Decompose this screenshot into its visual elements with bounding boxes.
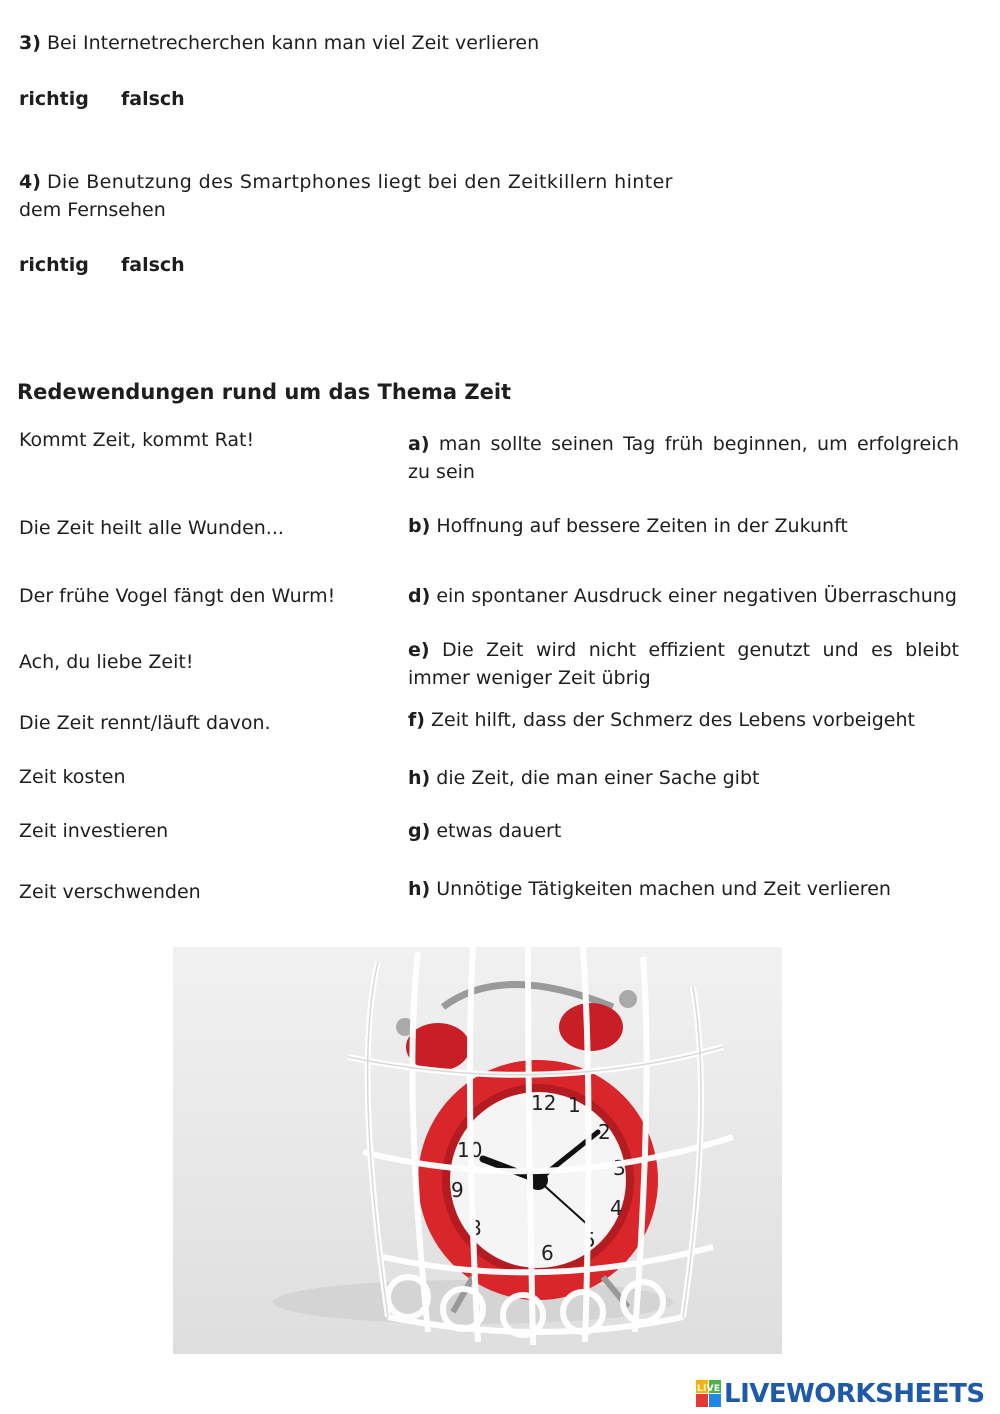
q4-option-richtig[interactable]: richtig [19, 254, 89, 276]
meaning-text: etwas dauert [436, 820, 562, 842]
idiom-item[interactable]: Kommt Zeit, kommt Rat! [19, 429, 255, 451]
q3-option-falsch[interactable]: falsch [121, 88, 185, 110]
liveworksheets-mark-icon [696, 1380, 722, 1408]
meaning-item[interactable] [408, 512, 959, 540]
meaning-text: die Zeit, die man einer Sache gibt [436, 767, 760, 789]
clock-number: 4 [610, 1196, 623, 1220]
meaning-text: Die Zeit wird nicht effizient genutzt und es bleibt immer weniger Zeit übrig [408, 639, 959, 689]
meaning-letter: b) [408, 515, 431, 537]
q4-option-falsch[interactable]: falsch [121, 254, 185, 276]
meaning-letter: g) [408, 820, 431, 842]
meaning-letter: h) [408, 878, 431, 900]
clock-number: 8 [469, 1216, 482, 1240]
meaning-item[interactable] [408, 636, 959, 692]
meaning-item[interactable] [408, 875, 959, 903]
idiom-item[interactable]: Der frühe Vogel fängt den Wurm! [19, 585, 336, 607]
question-4-number: 4) [19, 171, 41, 193]
meaning-item[interactable] [408, 430, 959, 486]
meaning-text: Zeit hilft, dass der Schmerz des Lebens vorbeigeht [431, 709, 915, 731]
idiom-item[interactable]: Die Zeit rennt/läuft davon. [19, 712, 271, 734]
clock-number: 12 [531, 1091, 557, 1115]
question-3 [19, 29, 539, 57]
idiom-item[interactable]: Zeit investieren [19, 820, 169, 842]
meaning-item[interactable] [408, 817, 959, 845]
meaning-letter: f) [408, 709, 425, 731]
q3-option-richtig[interactable]: richtig [19, 88, 89, 110]
meaning-text: ein spontaner Ausdruck einer negativen Überraschung [436, 585, 957, 607]
liveworksheets-logo[interactable] [696, 1378, 996, 1410]
clock-cage-photo [173, 947, 782, 1354]
idiom-item[interactable]: Ach, du liebe Zeit! [19, 651, 194, 673]
clock-number: 6 [541, 1241, 554, 1265]
meaning-item[interactable] [408, 582, 959, 610]
meaning-text: Hoffnung auf bessere Zeiten in der Zukunft [436, 515, 848, 537]
question-4 [19, 168, 679, 224]
meaning-letter: a) [408, 433, 430, 455]
meaning-letter: d) [408, 585, 431, 607]
idiom-item[interactable]: Zeit verschwenden [19, 881, 201, 903]
meaning-item[interactable] [408, 764, 959, 792]
question-4-text-line2: dem Fernsehen [19, 199, 166, 221]
meaning-text: man sollte seinen Tag früh beginnen, um erfolgreich zu sein [408, 433, 959, 483]
question-3-text: Bei Internetrecherchen kann man viel Zeit verlieren [46, 32, 540, 54]
clock-number: 10 [457, 1138, 483, 1162]
meaning-letter: e) [408, 639, 430, 661]
meaning-text: Unnötige Tätigkeiten machen und Zeit verlieren [436, 878, 891, 900]
meaning-letter: h) [408, 767, 431, 789]
question-3-number: 3) [19, 32, 41, 54]
idiom-item[interactable]: Die Zeit heilt alle Wunden... [19, 517, 284, 539]
logo-text: LIVEWORKSHEETS [724, 1379, 985, 1409]
section-title: Redewendungen rund um das Thema Zeit [17, 380, 512, 404]
clock-cage-illustration [173, 947, 782, 1354]
clock-number: 1 [568, 1093, 581, 1117]
meaning-item[interactable] [408, 706, 959, 734]
question-4-text-line1: Die Benutzung des Smartphones liegt bei den Zeitkillern hinter [46, 171, 673, 193]
clock-number: 9 [451, 1178, 464, 1202]
logo-mark-text: LIVE [697, 1384, 720, 1394]
clock-number: 3 [613, 1156, 626, 1180]
clock-number: 2 [598, 1120, 611, 1144]
clock-number: 5 [583, 1228, 596, 1252]
idiom-item[interactable]: Zeit kosten [19, 766, 126, 788]
